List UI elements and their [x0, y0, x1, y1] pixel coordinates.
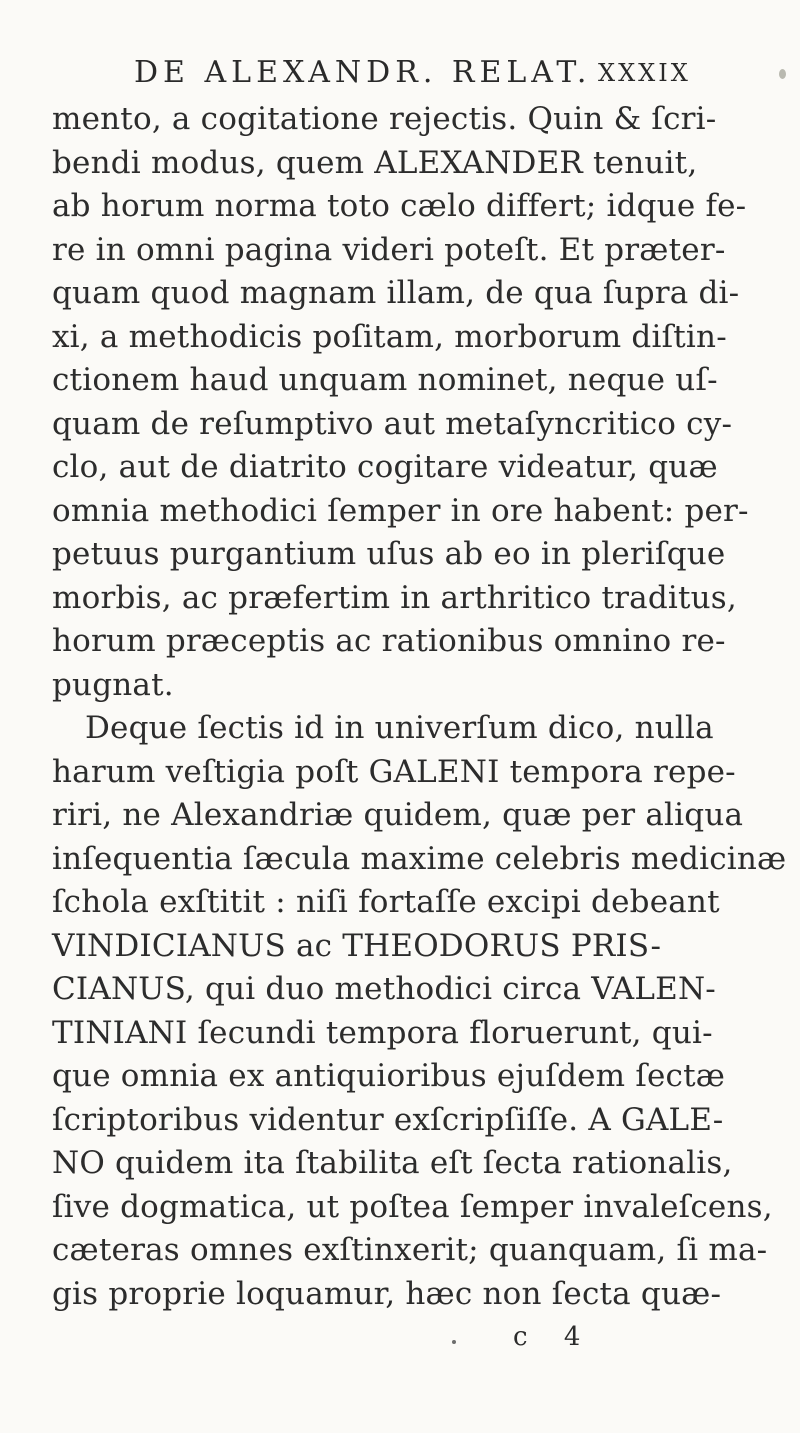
text-line: cæteras omnes exſtinxerit; quanquam, ſi ma-	[52, 1232, 768, 1268]
ink-spot	[452, 1340, 456, 1344]
text-line: xi, a methodicis poſitam, morborum diſtin-	[52, 318, 727, 355]
text-line: ctionem haud unquam nominet, neque uſ-	[52, 362, 718, 398]
text-line: re in omni pagina videri poteſt. Et præter-	[52, 231, 726, 268]
text-line: ſchola exſtitit : niſi fortaſſe excipi debeant	[52, 884, 720, 920]
text-line: NO quidem ita ſtabilita eſt ſecta rationalis,	[52, 1145, 733, 1181]
text-line: que omnia ex antiquioribus ejuſdem ſectæ	[52, 1058, 726, 1094]
text-line: pugnat.	[52, 666, 174, 703]
ink-spot	[779, 69, 786, 79]
text-line: quam quod magnam illam, de qua ſupra di-	[52, 275, 740, 311]
text-line: mento, a cogitatione rejectis. Quin & ſcri-	[52, 101, 717, 137]
text-line: gis proprie loquamur, hæc non ſecta quæ-	[52, 1275, 722, 1312]
running-header	[0, 55, 800, 95]
text-line: omnia methodici ſemper in ore habent: per-	[52, 492, 749, 529]
text-line: VINDICIANUS ac THEODORUS PRIS-	[52, 927, 662, 964]
text-line: morbis, ac præfertim in arthritico traditus,	[52, 579, 737, 616]
page-number: XXXIX	[598, 59, 691, 87]
text-line: horum præceptis ac rationibus omnino re-	[52, 623, 726, 659]
text-line: Deque ſectis id in univerſum dico, nulla	[85, 710, 714, 746]
text-line: quam de reſumptivo aut metaſyncritico cy-	[52, 405, 733, 442]
text-line: ſive dogmatica, ut poſtea ſemper invaleſcens,	[52, 1188, 773, 1225]
text-line: TINIANI ſecundi tempora floruerunt, qui-	[52, 1014, 713, 1051]
text-line: CIANUS, qui duo methodici circa VALEN-	[52, 971, 716, 1007]
text-line: inſequentia ſæcula maxime celebris medicinæ	[52, 840, 787, 877]
running-title: DE ALEXANDR. RELAT.	[134, 55, 592, 90]
text-line: riri, ne Alexandriæ quidem, quæ per aliqua	[52, 797, 744, 833]
text-line: harum veſtigia poſt GALENI tempora repe-	[52, 753, 736, 790]
signature-mark: c 4	[513, 1322, 595, 1352]
text-line: bendi modus, quem ALEXANDER tenuit,	[52, 144, 698, 181]
text-line: ab horum norma toto cælo differt; idque fe-	[52, 188, 747, 224]
text-line: clo, aut de diatrito cogitare videatur, quæ	[52, 449, 718, 485]
text-line: ſcriptoribus videntur exſcripſiſſe. A GALE-	[52, 1101, 724, 1138]
text-line: petuus purgantium uſus ab eo in pleriſque	[52, 536, 726, 572]
body-text	[52, 98, 787, 1316]
